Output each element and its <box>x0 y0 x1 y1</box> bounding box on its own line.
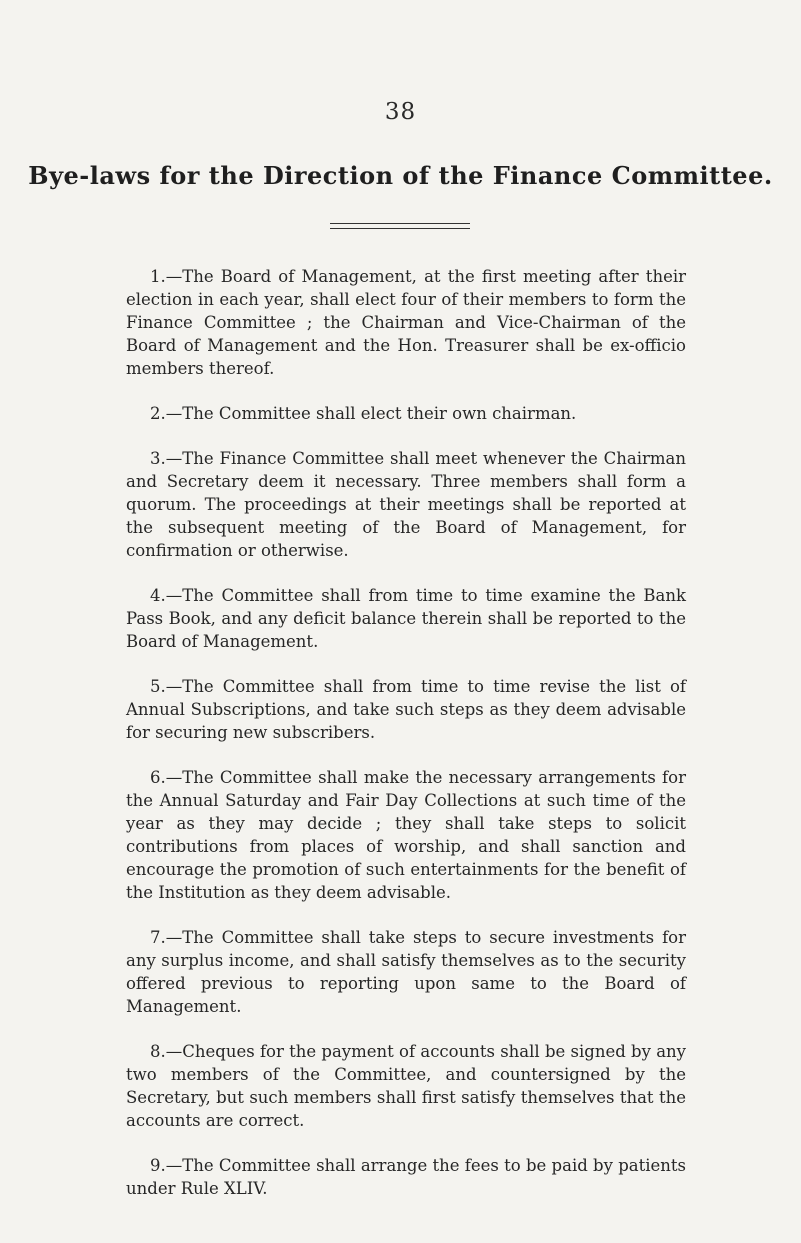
clause-number: 3. <box>150 449 166 468</box>
clause-text: —The Committee shall make the necessary arrangements for the Annual Saturday and Fair Day Collections at such time of the year as they may decide ; they shall take steps to solicit contributions from places of worship, and shall sanction and encourage the promotion of such entertainments for the benefit of the Institution as they deem advisable. <box>126 768 686 902</box>
bye-laws-body <box>126 265 686 1222</box>
clause-text: —The Committee shall take steps to secure investments for any surplus income, and shall satisfy themselves as to the security offered previous to reporting upon same to the Board of Management. <box>126 928 686 1016</box>
clause-7 <box>126 926 686 1018</box>
clause-number: 1. <box>150 267 166 286</box>
clause-2 <box>126 402 686 425</box>
clause-9 <box>126 1154 686 1200</box>
clause-3 <box>126 447 686 562</box>
divider-rule <box>330 228 470 229</box>
clause-5 <box>126 675 686 744</box>
clause-number: 7. <box>150 928 166 947</box>
clause-text: —Cheques for the payment of accounts shall be signed by any two members of the Committee, and countersigned by the Secretary, but such members shall first satisfy themselves that the accounts are correct. <box>126 1042 686 1130</box>
clause-6 <box>126 766 686 904</box>
divider-rule <box>330 223 470 224</box>
clause-text: —The Committee shall from time to time examine the Bank Pass Book, and any deficit balance therein shall be reported to the Board of Management. <box>126 586 686 651</box>
clause-number: 5. <box>150 677 166 696</box>
clause-8 <box>126 1040 686 1132</box>
clause-text: —The Finance Committee shall meet whenever the Chairman and Secretary deem it necessary. Three members shall form a quorum. The proceedings at their meetings shall be reported at the subsequent meeting of the Board of Management, for confirmation or otherwise. <box>126 449 686 560</box>
clause-text: —The Committee shall from time to time revise the list of Annual Subscriptions, and take such steps as they deem advisable for securing new subscribers. <box>126 677 686 742</box>
clause-number: 8. <box>150 1042 166 1061</box>
clause-number: 9. <box>150 1156 166 1175</box>
clause-number: 2. <box>150 404 166 423</box>
clause-text: —The Committee shall arrange the fees to be paid by patients under Rule XLIV. <box>126 1156 686 1198</box>
clause-number: 4. <box>150 586 166 605</box>
clause-text: —The Committee shall elect their own chairman. <box>165 404 577 423</box>
clause-1 <box>126 265 686 380</box>
page-title: Bye-laws for the Direction of the Finance Committee. <box>28 161 773 190</box>
page-number: 38 <box>384 99 417 125</box>
clause-number: 6. <box>150 768 166 787</box>
clause-4 <box>126 584 686 653</box>
clause-text: —The Board of Management, at the first meeting after their election in each year, shall elect four of their members to form the Finance Committee ; the Chairman and Vice-Chairman of the Board of Management and the Hon. Treasurer shall be ex-officio members thereof. <box>126 267 686 378</box>
